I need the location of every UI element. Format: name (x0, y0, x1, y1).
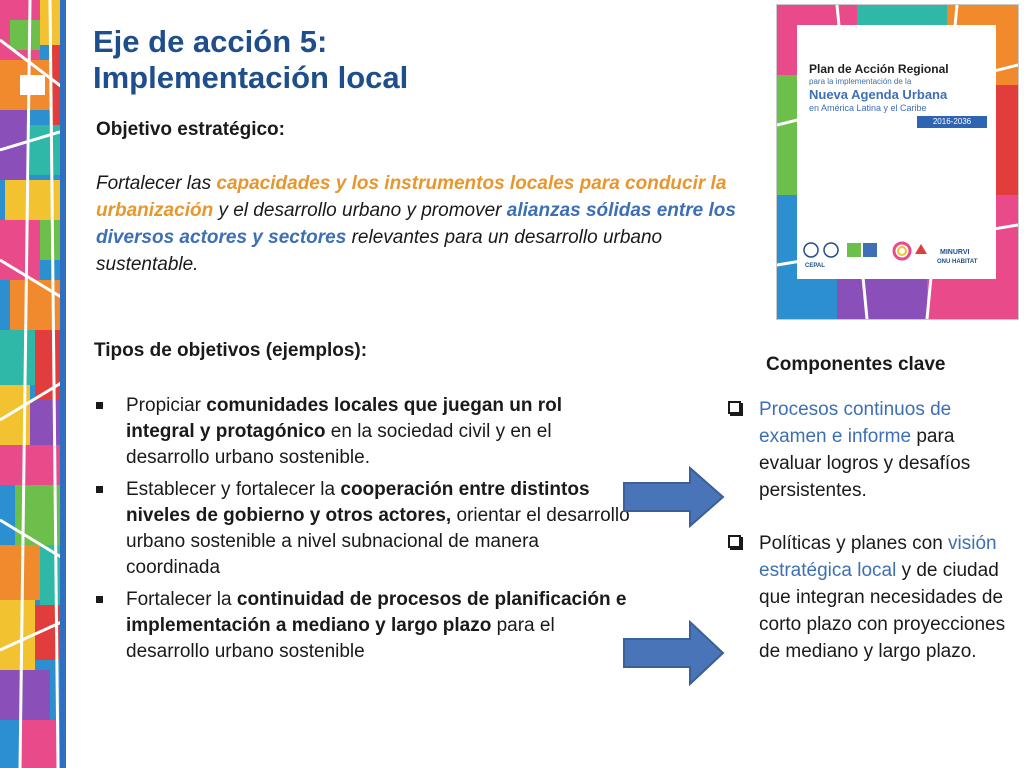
component-highlight: visión estratégica local (759, 533, 997, 581)
component-text-pre: Políticas y planes con (759, 533, 949, 554)
key-components-list (728, 396, 1013, 665)
component-text-post: y de ciudad que integran necesidades de corto plazo con proyecciones de mediano y largo plazo. (759, 560, 1006, 662)
objective-text-2: y el desarrollo urbano y promover (213, 200, 507, 221)
title-line-2: Implementación local (93, 60, 409, 95)
checkbox-bullet-icon (728, 401, 741, 414)
bullet-text-post: orientar el desarrollo urbano sostenible a nivel subnacional de manera coordinada (126, 505, 630, 578)
bullet-text-post: para el desarrollo urbano sostenible (126, 615, 555, 662)
square-bullet-icon (96, 596, 103, 603)
objective-highlight-blue: alianzas sólidas entre los diversos actores y sectores (96, 200, 736, 248)
cover-region: en América Latina y el Caribe (809, 103, 927, 113)
component-highlight: Procesos continuos de examen e informe (759, 399, 952, 447)
cover-subtitle: para la implementación de la (809, 77, 912, 86)
cover-years-badge: 2016-2036 (917, 116, 987, 128)
objective-text (96, 170, 736, 278)
list-item (728, 530, 1013, 665)
bullet-text-bold: continuidad de procesos de planificación e implementación a mediano y largo plazo (126, 589, 627, 636)
key-components-heading: Componentes clave (766, 354, 946, 375)
bullet-text-pre: Fortalecer la (126, 589, 237, 610)
cover-logo-minurvi: MINURVI (940, 249, 970, 256)
right-arrow-icon (622, 620, 726, 686)
checkbox-bullet-icon (728, 535, 741, 548)
bullet-text-pre: Propiciar (126, 395, 207, 416)
objective-types-heading: Tipos de objetivos (ejemplos): (94, 340, 368, 361)
bullet-text-bold: comunidades locales que juegan un rol integral y protagónico (126, 395, 563, 442)
square-bullet-icon (96, 486, 103, 493)
objective-types-list (94, 393, 634, 671)
component-text-post: para evaluar logros y desafíos persistentes. (759, 426, 971, 501)
objective-highlight-orange: capacidades y los instrumentos locales para conducir la urbanización (96, 173, 727, 221)
page-title (93, 24, 408, 96)
list-item (94, 477, 634, 581)
objective-text-1: Fortalecer las (96, 173, 217, 194)
list-item (728, 396, 1013, 504)
bullet-text-pre: Establecer y fortalecer la (126, 479, 341, 500)
cover-logo-cepal: CEPAL (805, 263, 825, 269)
strategic-objective (96, 116, 736, 278)
decorative-map-strip (0, 0, 66, 768)
bullet-text-post: en la sociedad civil y en el desarrollo urbano sostenible. (126, 421, 552, 468)
title-line-1: Eje de acción 5: (93, 24, 328, 59)
list-item (94, 393, 634, 471)
objective-heading: Objetivo estratégico: (96, 119, 285, 140)
bullet-text-bold: cooperación entre distintos niveles de gobierno y otros actores, (126, 479, 590, 526)
cover-panel (797, 25, 996, 279)
right-arrow-icon (622, 466, 726, 528)
cover-title: Plan de Acción Regional (809, 62, 949, 76)
square-bullet-icon (96, 402, 103, 409)
cover-logo-onuhabitat: ONU HABITAT (937, 259, 978, 265)
book-cover-image (776, 4, 1019, 320)
cover-logos (797, 240, 996, 272)
objective-text-3: relevantes para un desarrollo urbano sustentable. (96, 227, 663, 275)
cover-title-highlight: Nueva Agenda Urbana (809, 87, 948, 102)
list-item (94, 587, 634, 665)
